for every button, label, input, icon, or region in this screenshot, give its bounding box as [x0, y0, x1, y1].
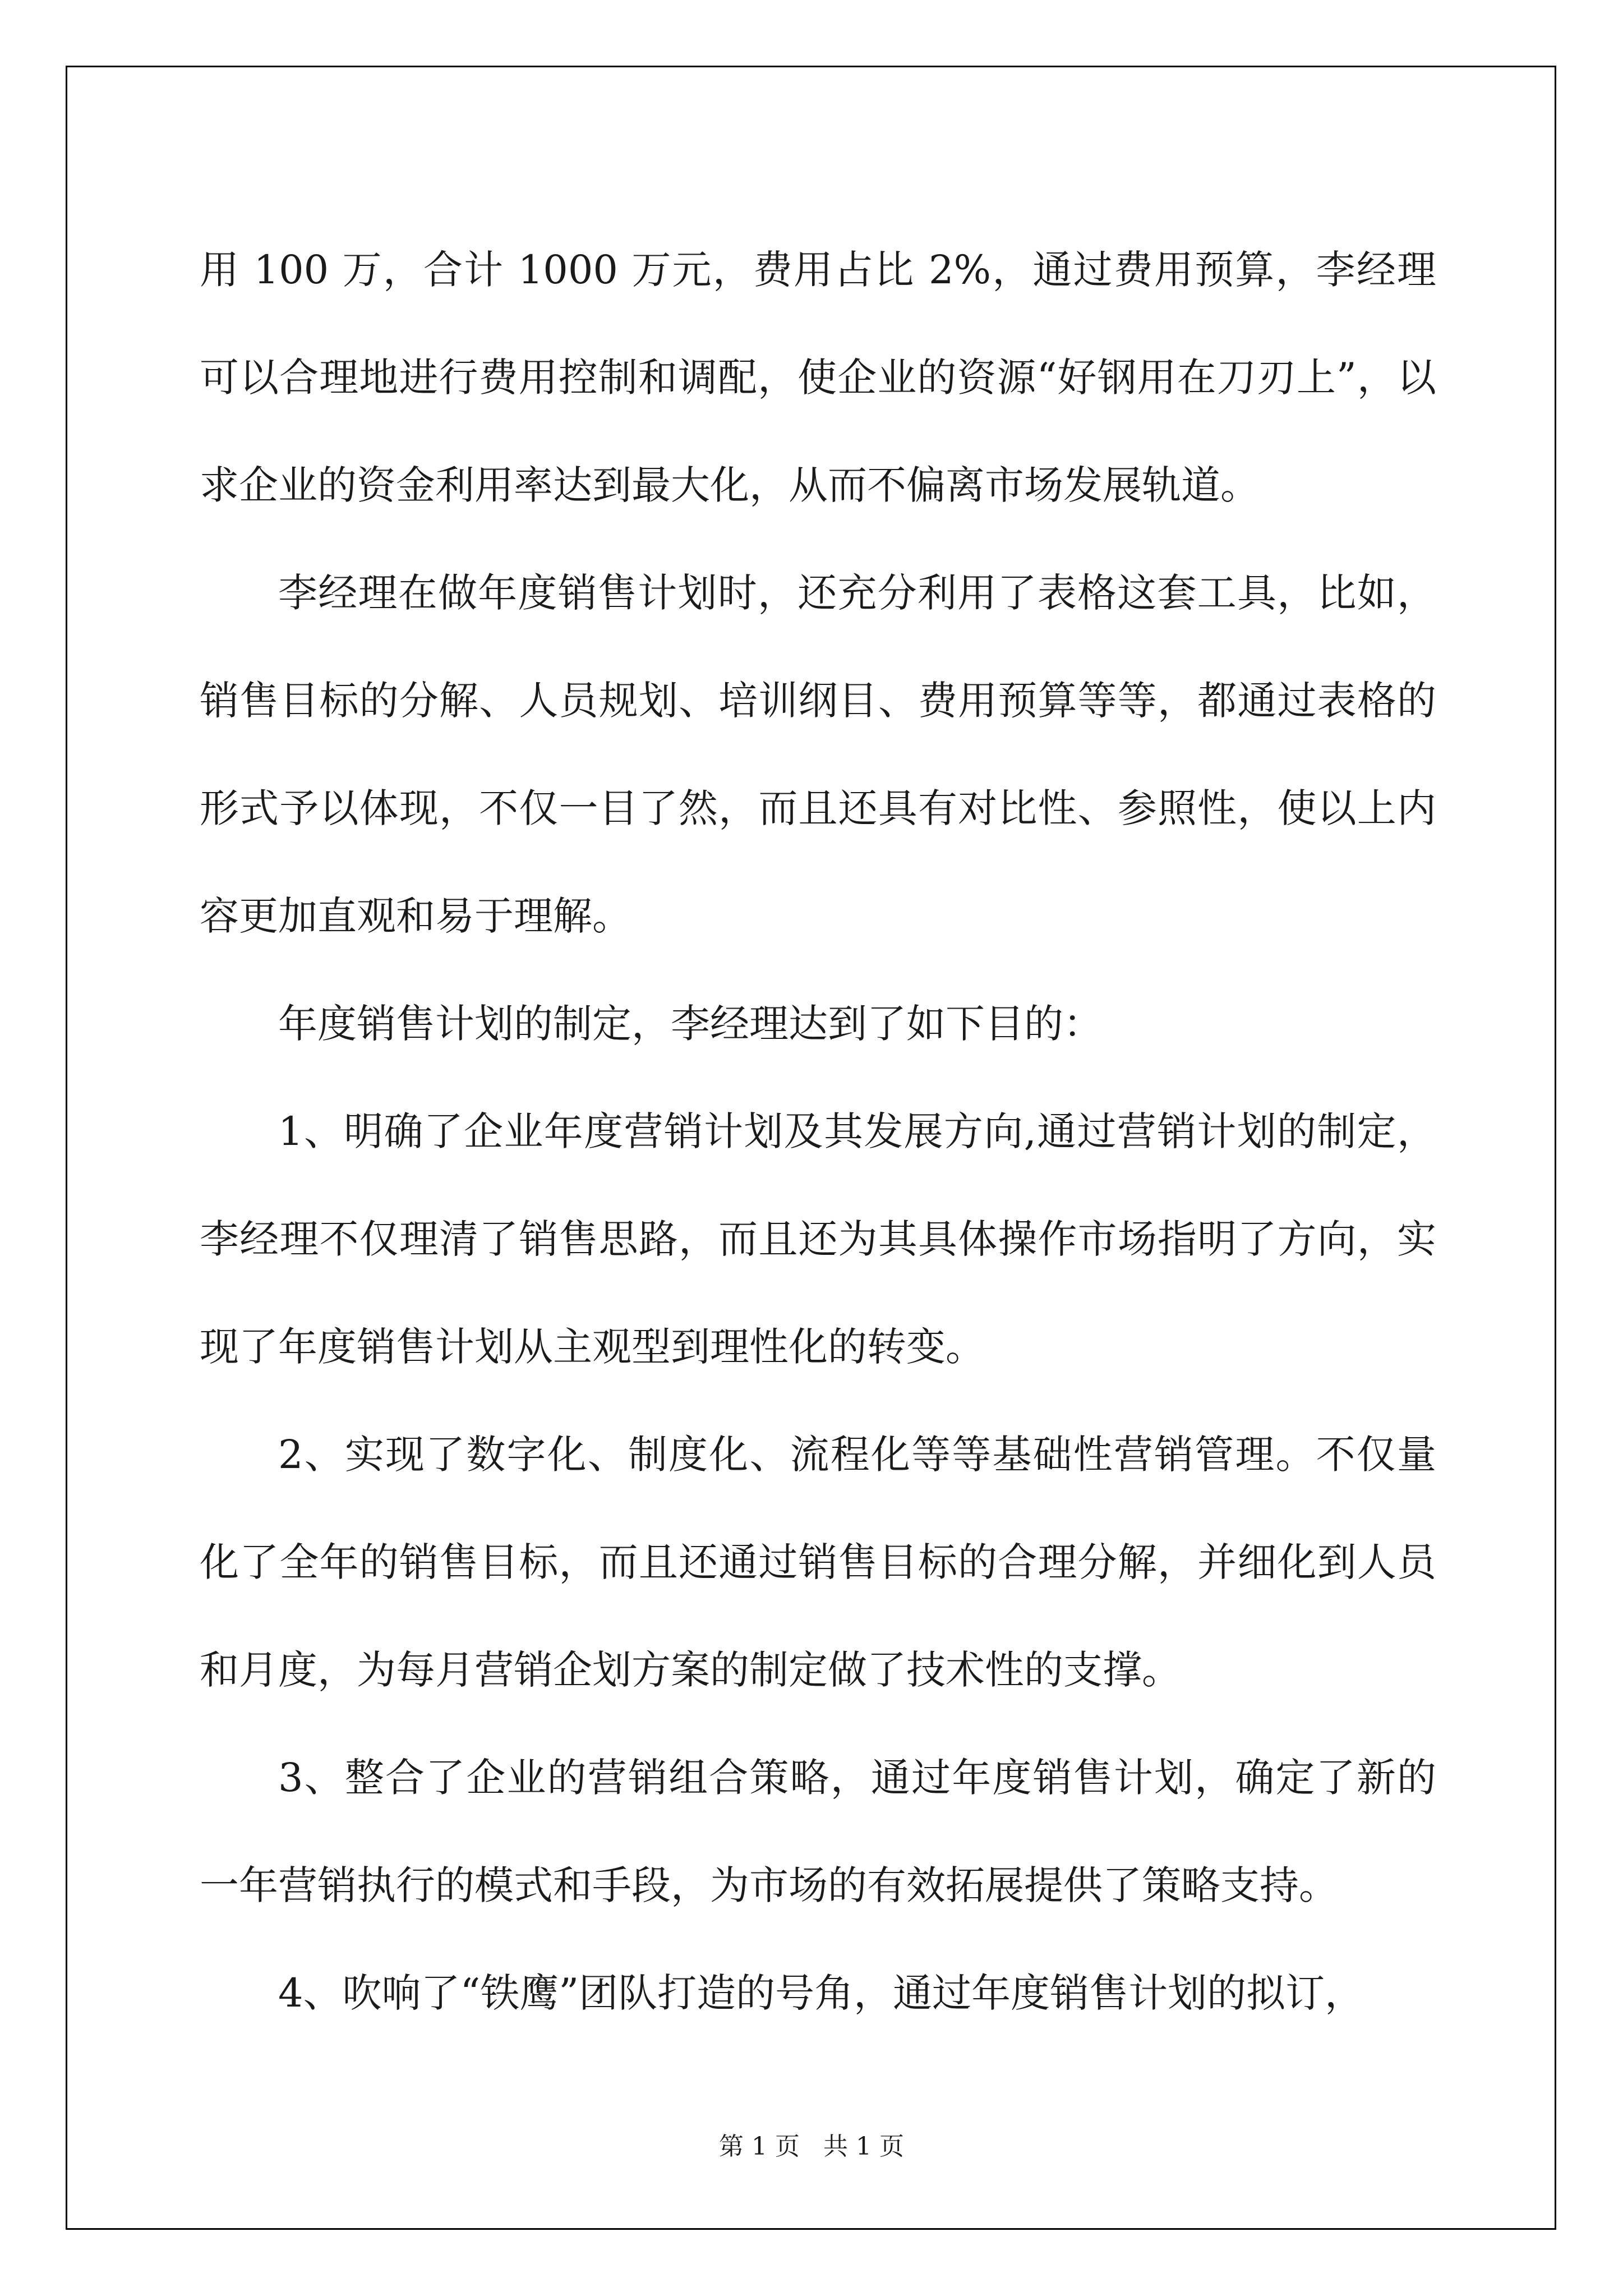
- document-body: [200, 216, 1436, 2047]
- list-item: 1、明确了企业年度营销计划及其发展方向,通过营销计划的制定，李经理不仅理清了销售思路，而且还为其具体操作市场指明了方向，实现了年度销售计划从主观型到理性化的转变。: [200, 1108, 1436, 1370]
- paragraph: 年度销售计划的制定，李经理达到了如下目的：: [278, 1001, 1103, 1047]
- list-item: 2、实现了数字化、制度化、流程化等等基础性营销管理。不仅量化了全年的销售目标，而且还通过销售目标的合理分解，并细化到人员和月度，为每月营销企划方案的制定做了技术性的支撑。: [200, 1432, 1436, 1693]
- paragraph: 李经理在做年度销售计划时，还充分利用了表格这套工具，比如，销售目标的分解、人员规划、培训纲目、费用预算等等，都通过表格的形式予以体现，不仅一目了然，而且还具有对比性、参照性，使以上内容更加直观和易于理解。: [200, 570, 1436, 939]
- page-footer: 第 1 页 共 1 页: [719, 2132, 904, 2161]
- paragraph-continuation: 用 100 万，合计 1000 万元，费用占比 2%，通过费用预算，李经理可以合理地进行费用控制和调配，使企业的资源“好钢用在刀刃上”，以求企业的资金利用率达到最大化，从而不偏离市场发展轨道。: [200, 247, 1436, 508]
- list-item: 4、吹响了“铁鹰”团队打造的号角，通过年度销售计划的拟订，: [278, 1970, 1364, 2016]
- list-item: 3、整合了企业的营销组合策略，通过年度销售计划，确定了新的一年营销执行的模式和手段，为市场的有效拓展提供了策略支持。: [200, 1755, 1436, 1908]
